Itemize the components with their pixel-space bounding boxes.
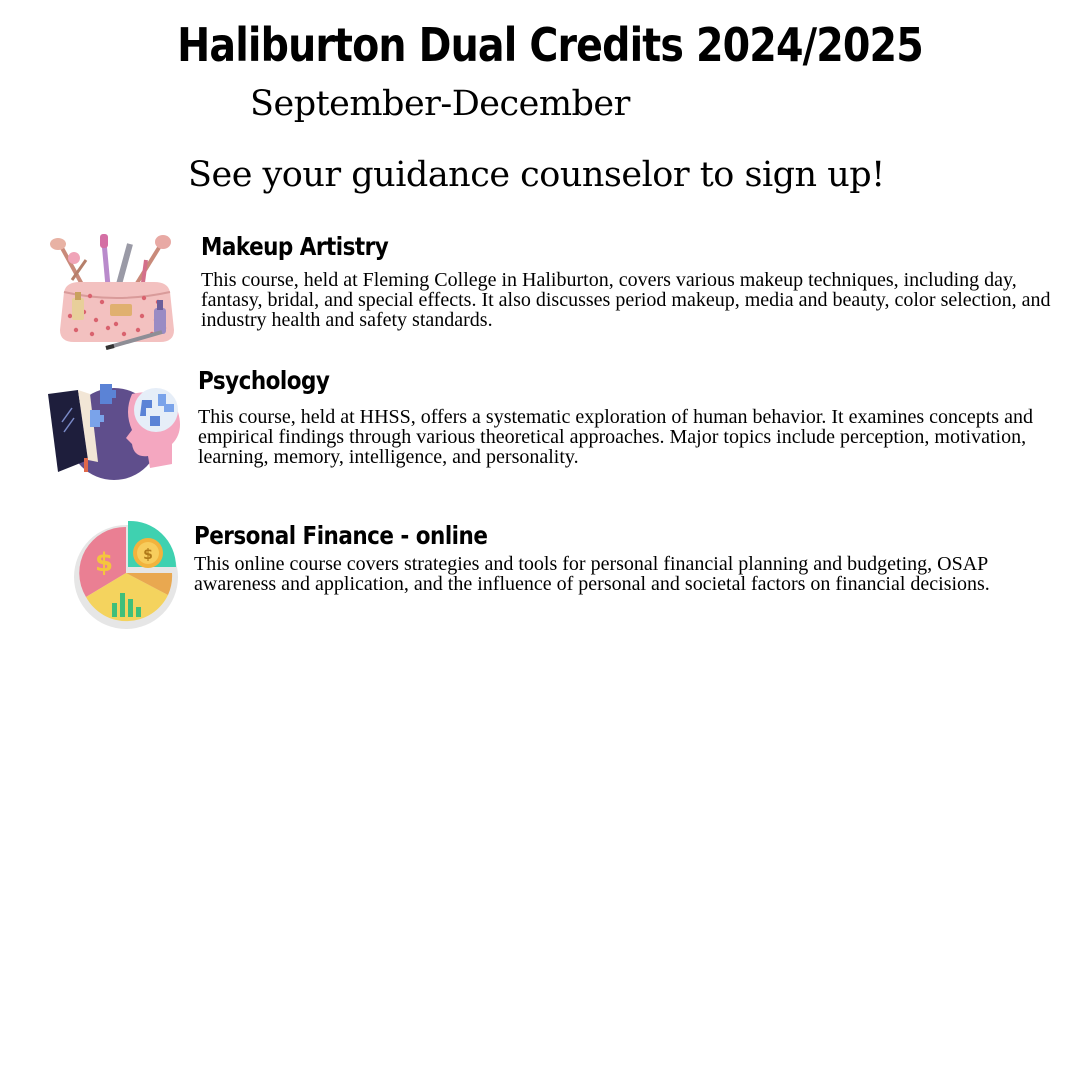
- page-title: Haliburton Dual Credits 2024/2025: [177, 18, 923, 72]
- makeup-bag-icon: [46, 230, 180, 354]
- course-makeup-artistry: [0, 225, 1080, 355]
- signup-call-to-action: See your guidance counselor to sign up!: [188, 155, 885, 195]
- term-subtitle: September-December: [250, 84, 630, 124]
- brain-puzzle-icon: [46, 382, 186, 482]
- course-personal-finance: [0, 515, 1080, 630]
- course-description: This online course covers strategies and tools for personal financial planning and budgeting, OSAP awareness and application, and the influence of personal and societal factors on financial decisions.: [194, 553, 990, 595]
- course-description: This course, held at HHSS, offers a systematic exploration of human behavior. It examines concepts and empirical findings through various theoretical approaches. Major topics include perception, motivation, learning, memory, intelligence, and personality.: [198, 406, 1033, 468]
- finance-pie-chart-icon: [72, 519, 182, 629]
- course-psychology: [0, 360, 1080, 485]
- course-title: Makeup Artistry: [201, 232, 389, 261]
- svg-text:$: $: [143, 547, 153, 563]
- course-title: Psychology: [198, 366, 330, 395]
- course-title: Personal Finance - online: [194, 521, 488, 550]
- svg-text:$: $: [94, 548, 114, 578]
- course-description: This course, held at Fleming College in Haliburton, covers various makeup techniques, including day, fantasy, bridal, and special effects. It also discusses period makeup, media and beauty, color selection, and industry health and safety standards.: [201, 269, 1051, 331]
